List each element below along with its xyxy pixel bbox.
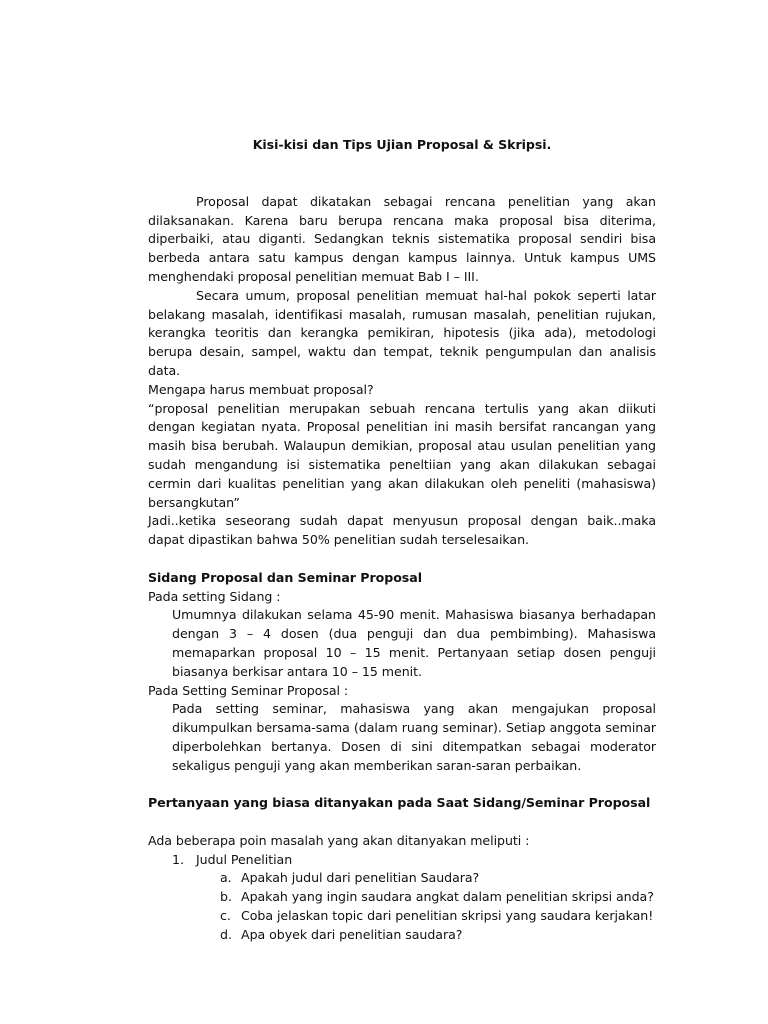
question-line: Mengapa harus membuat proposal?: [148, 381, 374, 397]
sidang-paragraph: Umumnya dilakukan selama 45-90 menit. Mahasiswa biasanya berhadapan dengan 3 – 4 dosen (dua penguji dan dua pembimbing). Mahasiswa memaparkan proposal 10 – 15 menit. Pertanyaan setiap dosen penguji biasanya berkisar antara 10 – 15 menit.: [172, 607, 656, 679]
question-list: [148, 851, 656, 870]
spacer: [148, 550, 656, 569]
seminar-paragraph: Pada setting seminar, mahasiswa yang akan mengajukan proposal dikumpulkan bersama-sama (dalam ruang seminar). Setiap anggota seminar diperbolehkan bertanya. Dosen di sini ditempatkan sebagai moderator sekaligus penguji yang akan memberikan saran-saran perbaikan.: [172, 701, 656, 773]
sub-list-letter: c.: [220, 908, 231, 924]
list-intro: Ada beberapa poin masalah yang akan ditanyakan meliputi :: [148, 832, 530, 848]
sidang-label: Pada setting Sidang :: [148, 588, 281, 604]
list-number: 1.: [172, 851, 184, 867]
list-item-label: Judul Penelitian: [196, 851, 293, 867]
conclusion-paragraph: Jadi..ketika seseorang sudah dapat menyusun proposal dengan baik..maka dapat dipastikan bahwa 50% penelitian sudah terselesaikan.: [148, 513, 656, 548]
list-item: [148, 851, 656, 870]
document-body: [148, 136, 656, 945]
sub-list-text: Apakah judul dari penelitian Saudara?: [241, 870, 480, 886]
document-title: Kisi-kisi dan Tips Ujian Proposal & Skripsi.: [252, 137, 552, 152]
spacer: [148, 813, 656, 832]
section-heading-sidang: Sidang Proposal dan Seminar Proposal: [148, 569, 422, 585]
sub-list-text: Coba jelaskan topic dari penelitian skripsi yang saudara kerjakan!: [241, 908, 654, 924]
sub-list-letter: a.: [220, 870, 232, 886]
section-heading-questions: Pertanyaan yang biasa ditanyakan pada Saat Sidang/Seminar Proposal: [148, 795, 651, 811]
sub-list-item: [148, 926, 656, 945]
sub-list-item: [148, 907, 656, 926]
intro-paragraph-2: Secara umum, proposal penelitian memuat hal-hal pokok seperti latar belakang masalah, identifikasi masalah, rumusan masalah, penelitian rujukan, kerangka teoritis dan kerangka pemikiran, hipotesis (jika ada), metodologi berupa desain, sampel, waktu dan tempat, teknik pengumpulan dan analisis data.: [148, 287, 656, 378]
sub-question-list: [148, 869, 656, 944]
sub-list-letter: b.: [220, 889, 232, 905]
quote-paragraph: “proposal penelitian merupakan sebuah rencana tertulis yang akan diikuti dengan kegiatan nyata. Proposal penelitian ini masih bersifat rancangan yang masih bisa berubah. Walaupun demikian, proposal atau usulan penelitian yang sudah mengandung isi sistematika peneltiian yang akan dilakukan sebagai cermin dari kualitas penelitian yang akan dilakukan oleh peneliti (mahasiswa) bersangkutan”: [148, 400, 656, 510]
intro-paragraph-1: Proposal dapat dikatakan sebagai rencana penelitian yang akan dilaksanakan. Karena baru berupa rencana maka proposal bisa diterima, diperbaiki, atau diganti. Sedangkan teknis sistematika proposal sendiri bisa berbeda antara satu kampus dengan kampus lainnya. Untuk kampus UMS menghendaki proposal penelitian memuat Bab I – III.: [148, 193, 656, 284]
sub-list-item: [148, 869, 656, 888]
spacer: [148, 776, 656, 795]
sub-list-letter: d.: [220, 926, 232, 942]
sub-list-item: [148, 888, 656, 907]
sub-list-text: Apakah yang ingin saudara angkat dalam penelitian skripsi anda?: [241, 889, 654, 905]
sub-list-text: Apa obyek dari penelitian saudara?: [241, 926, 463, 942]
seminar-label: Pada Setting Seminar Proposal :: [148, 682, 349, 698]
